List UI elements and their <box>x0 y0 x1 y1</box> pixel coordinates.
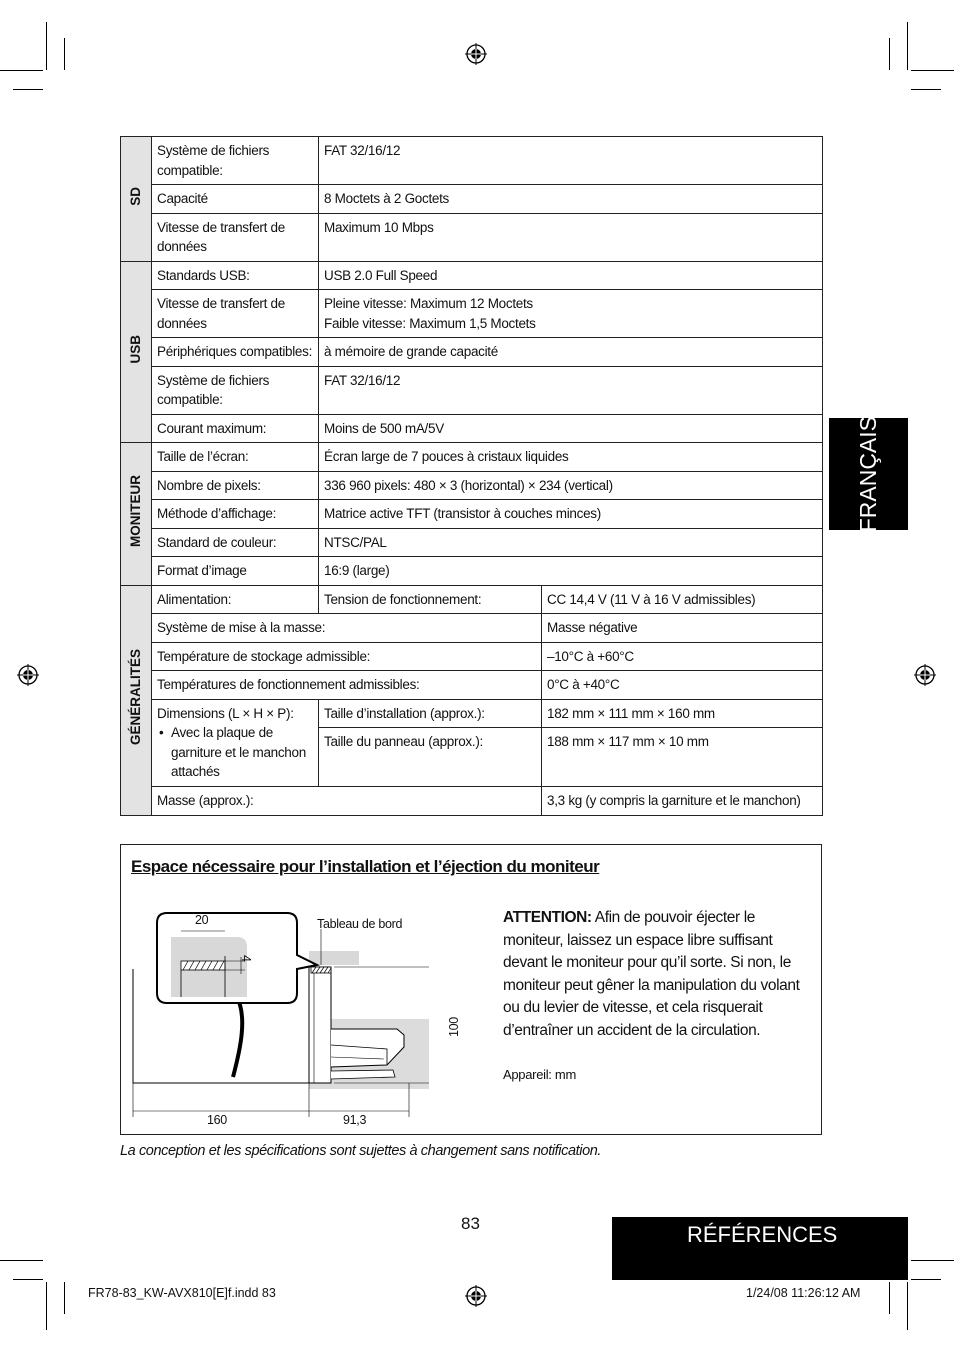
dimensions-bullet: • Avec la plaque de garniture et le manchon attachés <box>157 723 313 782</box>
spec-label: Températures de fonctionnement admissibles: <box>152 671 542 700</box>
spec-label: Standards USB: <box>152 261 319 290</box>
table-row <box>121 642 823 671</box>
section-generalites: GÉNÉRALITÉS <box>121 585 152 815</box>
spec-value: Maximum 10 Mbps <box>319 213 823 261</box>
registration-mark-icon <box>465 43 487 65</box>
spec-label: Température de stockage admissible: <box>152 642 542 671</box>
installation-diagram <box>129 907 429 1117</box>
spec-label: Masse (approx.): <box>152 787 542 816</box>
spec-value-line: Faible vitesse: Maximum 1,5 Moctets <box>324 315 536 331</box>
registration-mark-icon <box>17 664 39 686</box>
table-row <box>121 528 823 557</box>
table-row <box>121 699 823 728</box>
dimension-label: 100 <box>447 1017 461 1037</box>
spec-value: NTSC/PAL <box>319 528 823 557</box>
spec-label: Capacité <box>152 185 319 214</box>
attention-text <box>503 907 811 1042</box>
table-row <box>121 557 823 586</box>
dimension-label: 20 <box>195 913 209 927</box>
table-row <box>121 414 823 443</box>
spec-label: Système de fichiers compatible: <box>152 137 319 185</box>
table-row <box>121 614 823 643</box>
spec-label: Courant maximum: <box>152 414 319 443</box>
spec-value: FAT 32/16/12 <box>319 137 823 185</box>
table-row <box>121 471 823 500</box>
dashboard-label: Tableau de bord <box>317 917 403 931</box>
table-row <box>121 213 823 261</box>
spec-value: CC 14,4 V (11 V à 16 V admissibles) <box>542 585 823 614</box>
table-row <box>121 366 823 414</box>
box-title: Espace nécessaire pour l’installation et l’éjection du moniteur <box>131 857 600 876</box>
spec-sublabel: Taille du panneau (approx.): <box>319 728 542 787</box>
spec-value <box>319 290 823 338</box>
section-tab-label: RÉFÉRENCES <box>687 1222 838 1247</box>
spec-value: 3,3 kg (y compris la garniture et le manchon) <box>542 787 823 816</box>
table-row <box>121 338 823 367</box>
spec-value: 336 960 pixels: 480 × 3 (horizontal) × 234 (vertical) <box>319 471 823 500</box>
spec-label: Taille de l’écran: <box>152 443 319 472</box>
spec-value: FAT 32/16/12 <box>319 366 823 414</box>
attention-body: Afin de pouvoir éjecter le moniteur, laissez un espace libre suffisant devant le moniteur pour qu’il sorte. Si non, le moniteur peut gêner la manipulation du volant ou du levier de vitesse, et cela risquerait d’entraîner un accident de la circulation. <box>503 909 800 1039</box>
table-row <box>121 261 823 290</box>
spec-sublabel: Taille d’installation (approx.): <box>319 699 542 728</box>
section-sd: SD <box>121 137 152 262</box>
spec-value: 188 mm × 117 mm × 10 mm <box>542 728 823 787</box>
installation-space-box <box>120 844 822 1135</box>
page-number: 83 <box>461 1214 480 1233</box>
language-tab <box>829 415 908 533</box>
section-usb: USB <box>121 261 152 443</box>
spec-label: Système de fichiers compatible: <box>152 366 319 414</box>
spec-value-line: Pleine vitesse: Maximum 12 Moctets <box>324 296 533 311</box>
spec-label: Nombre de pixels: <box>152 471 319 500</box>
registration-mark-icon <box>914 664 936 686</box>
section-moniteur: MONITEUR <box>121 443 152 586</box>
table-row <box>121 290 823 338</box>
spec-label: Périphériques compatibles: <box>152 338 319 367</box>
dimension-label: 91,3 <box>343 1113 367 1127</box>
attention-label: ATTENTION: <box>503 909 592 926</box>
print-slug-file: FR78-83_KW-AVX810[E]f.indd 83 <box>88 1286 276 1300</box>
section-tab <box>612 1217 908 1280</box>
table-row <box>121 671 823 700</box>
spec-label: Standard de couleur: <box>152 528 319 557</box>
table-row <box>121 185 823 214</box>
unit-note: Appareil: mm <box>503 1067 576 1082</box>
spec-label: Format d’image <box>152 557 319 586</box>
specifications-table <box>120 136 823 816</box>
spec-label: Méthode d’affichage: <box>152 500 319 529</box>
table-row <box>121 585 823 614</box>
dimensions-label: Dimensions (L × H × P): <box>157 705 294 721</box>
spec-sublabel: Tension de fonctionnement: <box>319 585 542 614</box>
spec-label: Vitesse de transfert de données <box>152 290 319 338</box>
spec-value: 8 Moctets à 2 Goctets <box>319 185 823 214</box>
spec-value: à mémoire de grande capacité <box>319 338 823 367</box>
table-row <box>121 443 823 472</box>
table-row <box>121 500 823 529</box>
spec-value: 0°C à +40°C <box>542 671 823 700</box>
spec-value: USB 2.0 Full Speed <box>319 261 823 290</box>
table-row <box>121 787 823 816</box>
spec-label: Système de mise à la masse: <box>152 614 542 643</box>
spec-value: –10°C à +60°C <box>542 642 823 671</box>
language-tab-label: FRANÇAIS <box>855 415 881 533</box>
footnote: La conception et les spécifications sont sujettes à changement sans notification. <box>120 1143 602 1159</box>
spec-value: Moins de 500 mA/5V <box>319 414 823 443</box>
spec-label: Vitesse de transfert de données <box>152 213 319 261</box>
table-row <box>121 137 823 185</box>
dimension-label: 160 <box>207 1113 227 1127</box>
spec-value: Masse négative <box>542 614 823 643</box>
spec-label <box>152 699 319 787</box>
spec-value: Écran large de 7 pouces à cristaux liquides <box>319 443 823 472</box>
print-slug-date: 1/24/08 11:26:12 AM <box>746 1286 861 1300</box>
spec-value: 182 mm × 111 mm × 160 mm <box>542 699 823 728</box>
spec-label: Alimentation: <box>152 585 319 614</box>
registration-mark-icon <box>465 1285 487 1307</box>
spec-value: 16:9 (large) <box>319 557 823 586</box>
spec-value: Matrice active TFT (transistor à couches minces) <box>319 500 823 529</box>
dimension-label: 4 <box>239 955 253 962</box>
